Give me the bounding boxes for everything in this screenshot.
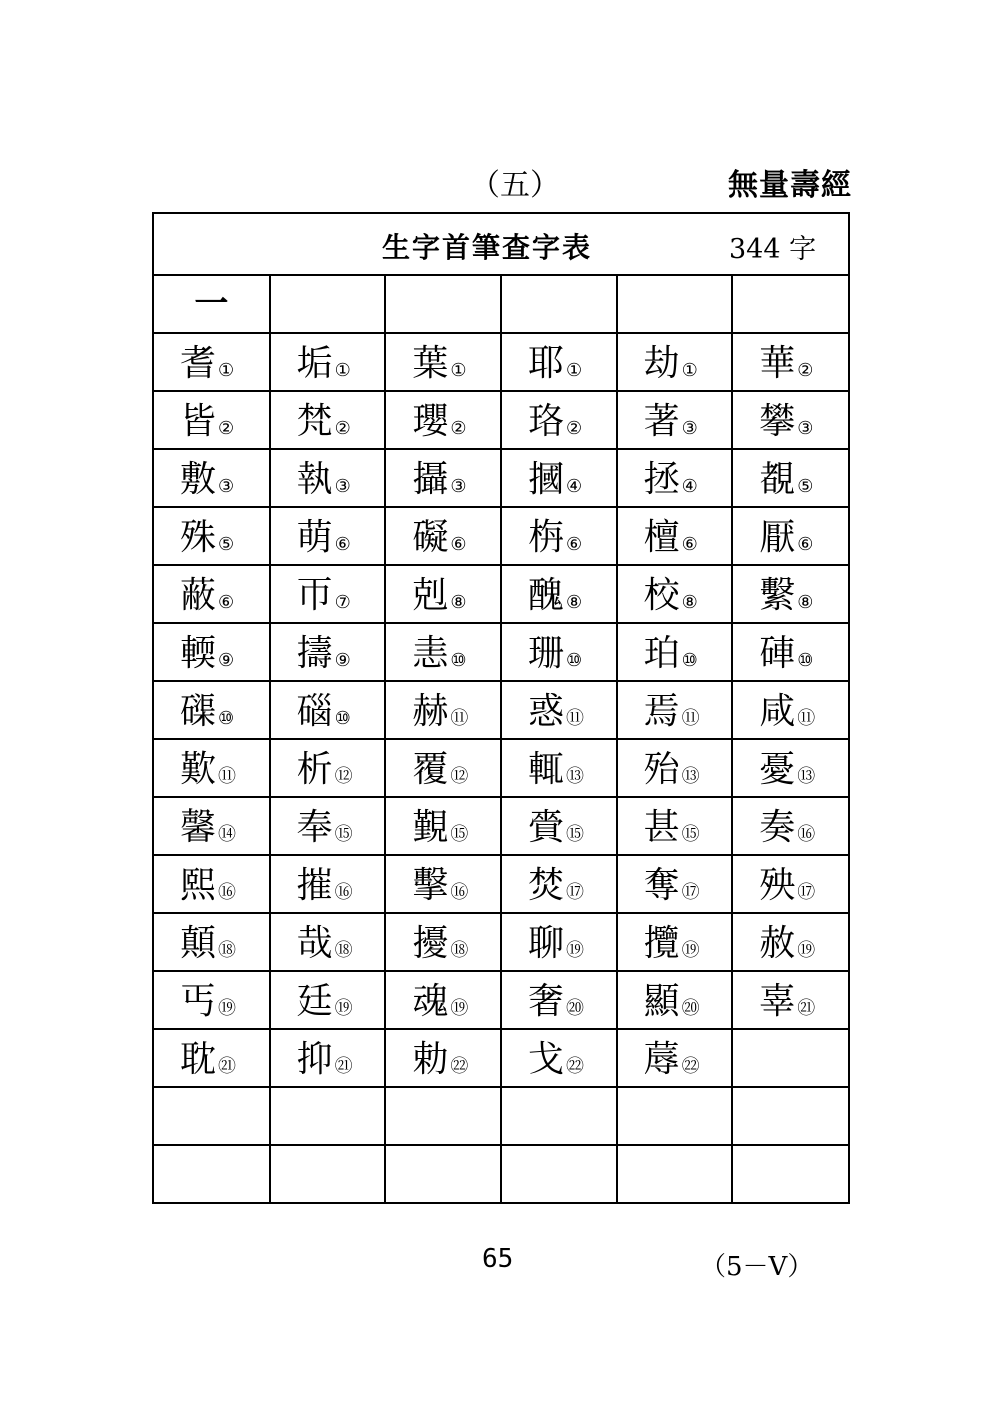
empty-cell [732, 276, 848, 333]
character: 焉 [643, 691, 680, 732]
character: 帀 [296, 575, 333, 616]
character: 垢 [296, 343, 333, 384]
lesson-number: ⑪ [450, 708, 469, 729]
character: 覆 [412, 749, 449, 790]
lesson-number: ⑲ [218, 998, 237, 1019]
character: 耆 [180, 343, 217, 384]
character-row [154, 623, 848, 681]
lesson-number: ㉑ [334, 1056, 353, 1077]
character: 攝 [412, 459, 449, 500]
character-cell [154, 391, 270, 449]
character: 摑 [527, 459, 564, 500]
character-cell [501, 507, 617, 565]
character-row [154, 1029, 848, 1087]
character-cell [501, 1145, 617, 1202]
character: 硨 [759, 633, 796, 674]
character: 輒 [527, 749, 564, 790]
lesson-number: ⑧ [450, 592, 467, 613]
character-cell [617, 333, 733, 391]
character: 華 [759, 343, 796, 384]
character-cell [270, 1029, 386, 1087]
character-cell [154, 333, 270, 391]
character-count: 344 字 [729, 234, 817, 265]
character: 摧 [296, 865, 333, 906]
character-cell [154, 1145, 270, 1202]
character-row [154, 391, 848, 449]
character-cell [154, 739, 270, 797]
character: 著 [643, 401, 680, 442]
lesson-number: ⑩ [797, 650, 814, 671]
lesson-number: ⑬ [797, 766, 816, 787]
character-cell [270, 681, 386, 739]
character-cell [270, 623, 386, 681]
lesson-number: ④ [565, 476, 583, 497]
character-cell [617, 449, 733, 507]
lesson-number: ⑰ [565, 882, 584, 903]
character: 惑 [527, 691, 564, 732]
lesson-number: ⑪ [565, 708, 584, 729]
character-cell [617, 623, 733, 681]
character: 赫 [412, 691, 449, 732]
character-cell [154, 623, 270, 681]
lesson-number: ⑨ [218, 650, 235, 671]
character: 耶 [527, 343, 564, 384]
character-cell [617, 797, 733, 855]
empty-cell [617, 276, 733, 333]
character: 熙 [180, 865, 217, 906]
character-cell [385, 507, 501, 565]
character: 碯 [296, 691, 333, 732]
page-number: 65 [482, 1244, 514, 1274]
character: 覩 [759, 459, 796, 500]
character: 戈 [527, 1039, 564, 1080]
character: 殊 [180, 517, 217, 558]
character-row [154, 333, 848, 391]
character-cell [385, 739, 501, 797]
character-cell [385, 333, 501, 391]
lesson-number: ② [334, 418, 351, 439]
character-cell [270, 971, 386, 1029]
character-cell [617, 565, 733, 623]
character-cell [270, 855, 386, 913]
lesson-number: ⑥ [334, 534, 351, 555]
character: 厭 [759, 517, 796, 558]
character: 勅 [412, 1039, 449, 1080]
lesson-number: ⑩ [681, 650, 698, 671]
character-row [154, 681, 848, 739]
character: 赦 [759, 923, 796, 964]
character: 魂 [412, 981, 449, 1022]
character: 劫 [643, 343, 680, 384]
character-cell [617, 913, 733, 971]
character: 賫 [527, 807, 564, 848]
empty-cell [385, 276, 501, 333]
character: 蔽 [180, 575, 217, 616]
character: 皆 [180, 401, 217, 442]
lesson-number: ⑮ [565, 824, 584, 845]
character-cell [385, 1087, 501, 1145]
character: 耽 [180, 1039, 217, 1080]
character-cell [732, 797, 848, 855]
lesson-number: ㉒ [565, 1056, 584, 1077]
character: 殆 [643, 749, 680, 790]
character: 醜 [527, 575, 564, 616]
character-cell [617, 681, 733, 739]
character-row [154, 797, 848, 855]
table-title-row [154, 214, 848, 276]
character-cell [270, 449, 386, 507]
character: 抑 [296, 1039, 333, 1080]
character-cell [270, 797, 386, 855]
character: 馨 [180, 807, 217, 848]
character-cell [270, 913, 386, 971]
lesson-number: ⑨ [334, 650, 351, 671]
character-row [154, 565, 848, 623]
lesson-number: ⑳ [681, 998, 700, 1019]
lesson-number: ㉑ [797, 998, 816, 1019]
lesson-number: ③ [450, 476, 467, 497]
table-title: 生字首筆查字表 [382, 231, 593, 264]
character: 擊 [412, 865, 449, 906]
lesson-number: ⑤ [218, 534, 235, 555]
lesson-number: ① [334, 360, 351, 381]
lesson-number: ⑫ [450, 766, 469, 787]
character: 焚 [527, 865, 564, 906]
character-cell [501, 739, 617, 797]
lesson-number: ⑪ [218, 766, 237, 787]
character: 瓔 [412, 401, 449, 442]
lesson-number: ⑥ [565, 534, 583, 555]
lesson-number: ③ [681, 418, 698, 439]
character-cell [732, 681, 848, 739]
lesson-number: ⑮ [681, 824, 700, 845]
character-cell [154, 971, 270, 1029]
character-row [154, 1087, 848, 1145]
book-title: 無量壽經 [728, 168, 852, 203]
lesson-number: ⑫ [334, 766, 353, 787]
empty-cell [501, 276, 617, 333]
character-cell [385, 1145, 501, 1202]
character-cell [385, 565, 501, 623]
character-cell [385, 1029, 501, 1087]
character: 奢 [527, 981, 564, 1022]
character-cell [385, 855, 501, 913]
character: 歎 [180, 749, 217, 790]
character-cell [270, 507, 386, 565]
lesson-number: ⑬ [681, 766, 700, 787]
character-cell [732, 1145, 848, 1202]
lesson-number: ㉑ [218, 1056, 237, 1077]
character-cell [732, 971, 848, 1029]
lesson-number: ⑩ [218, 708, 235, 729]
lesson-number: ⑦ [334, 592, 351, 613]
character: 輭 [180, 633, 217, 674]
character-row [154, 739, 848, 797]
lesson-number: ⑤ [797, 476, 814, 497]
lesson-number: ⑬ [565, 766, 584, 787]
character: 剋 [412, 575, 449, 616]
character-cell [270, 1145, 386, 1202]
character: 珀 [643, 633, 680, 674]
character-cell [732, 855, 848, 913]
character-cell [732, 739, 848, 797]
character-cell [617, 1145, 733, 1202]
character-cell [270, 1087, 386, 1145]
character: 珊 [527, 633, 564, 674]
character-cell [154, 449, 270, 507]
character-cell [270, 565, 386, 623]
character-cell [501, 565, 617, 623]
lesson-number: ⑪ [681, 708, 700, 729]
character-cell [732, 623, 848, 681]
character-cell [617, 391, 733, 449]
character-cell [617, 1029, 733, 1087]
lesson-number: ① [218, 360, 235, 381]
lesson-number: ⑭ [218, 824, 237, 845]
lesson-number: ㉒ [681, 1056, 700, 1077]
character: 顯 [643, 981, 680, 1022]
lesson-number: ① [450, 360, 467, 381]
lesson-number: ⑧ [681, 592, 698, 613]
character-cell [154, 913, 270, 971]
character: 析 [296, 749, 333, 790]
lesson-number: ⑥ [450, 534, 467, 555]
lesson-number: ⑱ [334, 940, 353, 961]
lesson-number: ⑱ [450, 940, 469, 961]
lesson-number: ⑯ [334, 882, 353, 903]
character: 甚 [643, 807, 680, 848]
page-code: （5－V） [700, 1252, 814, 1282]
character-cell [385, 623, 501, 681]
character-cell [385, 797, 501, 855]
character: 哉 [296, 923, 333, 964]
stroke-label: 一 [154, 276, 270, 333]
character-cell [501, 855, 617, 913]
lesson-number: ⑥ [797, 534, 814, 555]
character-cell [732, 565, 848, 623]
lesson-number: ⑲ [681, 940, 700, 961]
character-cell [732, 333, 848, 391]
character-grid [154, 276, 848, 1202]
character-cell [501, 333, 617, 391]
character-row [154, 449, 848, 507]
character: 蓐 [643, 1039, 680, 1080]
character: 憂 [759, 749, 796, 790]
character-cell [154, 507, 270, 565]
character-cell [501, 391, 617, 449]
character-cell [617, 739, 733, 797]
character-cell [501, 1087, 617, 1145]
character-cell [385, 913, 501, 971]
character: 奪 [643, 865, 680, 906]
lesson-number: ⑲ [450, 998, 469, 1019]
lesson-number: ⑱ [218, 940, 237, 961]
character: 擾 [412, 923, 449, 964]
character: 敷 [180, 459, 217, 500]
character: 梵 [296, 401, 333, 442]
lesson-number: ③ [334, 476, 351, 497]
character: 拯 [643, 459, 680, 500]
character-cell [385, 449, 501, 507]
character: 攀 [759, 401, 796, 442]
character-row [154, 855, 848, 913]
character: 栴 [527, 517, 564, 558]
empty-cell [270, 276, 386, 333]
character-cell [501, 1029, 617, 1087]
character: 丐 [180, 981, 217, 1022]
character-cell [732, 449, 848, 507]
lesson-number: ⑰ [681, 882, 700, 903]
lesson-number: ⑯ [797, 824, 816, 845]
character-cell [154, 681, 270, 739]
character: 執 [296, 459, 333, 500]
character: 礙 [412, 517, 449, 558]
character-cell [732, 913, 848, 971]
character: 聊 [527, 923, 564, 964]
lesson-number: ⑲ [565, 940, 584, 961]
lesson-number: ② [797, 360, 814, 381]
character: 覲 [412, 807, 449, 848]
character-cell [154, 1087, 270, 1145]
character: 珞 [527, 401, 564, 442]
lesson-number: ⑩ [565, 650, 583, 671]
character-row [154, 1145, 848, 1202]
lesson-number: ⑮ [450, 824, 469, 845]
lesson-number: ⑮ [334, 824, 353, 845]
character: 顛 [180, 923, 217, 964]
lesson-number: ⑩ [450, 650, 467, 671]
character-cell [732, 391, 848, 449]
character-cell [154, 797, 270, 855]
character: 繫 [759, 575, 796, 616]
character-cell [617, 507, 733, 565]
character-cell [501, 913, 617, 971]
lesson-number: ⑰ [797, 882, 816, 903]
lesson-number: ⑥ [681, 534, 698, 555]
character: 辜 [759, 981, 796, 1022]
character-cell [501, 623, 617, 681]
lesson-number: ① [565, 360, 583, 381]
character: 廷 [296, 981, 333, 1022]
lesson-number: ⑯ [218, 882, 237, 903]
character-cell [270, 739, 386, 797]
character: 殃 [759, 865, 796, 906]
character-cell [501, 449, 617, 507]
lesson-number: ⑧ [797, 592, 814, 613]
character-cell [732, 1087, 848, 1145]
character-index-table [152, 212, 850, 1204]
character-cell [501, 971, 617, 1029]
lesson-number: ⑥ [218, 592, 235, 613]
lesson-number: ⑯ [450, 882, 469, 903]
character-cell [732, 1029, 848, 1087]
character: 奏 [759, 807, 796, 848]
lesson-number: ④ [681, 476, 698, 497]
character-row [154, 913, 848, 971]
character-cell [617, 1087, 733, 1145]
character-cell [385, 391, 501, 449]
lesson-number: ⑳ [565, 998, 584, 1019]
character-cell [154, 565, 270, 623]
lesson-number: ② [218, 418, 235, 439]
lesson-number: ③ [797, 418, 814, 439]
character-cell [501, 797, 617, 855]
character-cell [154, 1029, 270, 1087]
character: 恚 [412, 633, 449, 674]
character-cell [385, 971, 501, 1029]
character-cell [617, 855, 733, 913]
character: 校 [643, 575, 680, 616]
character: 咸 [759, 691, 796, 732]
character-cell [154, 855, 270, 913]
lesson-number: ② [450, 418, 467, 439]
character-row [154, 971, 848, 1029]
character: 萌 [296, 517, 333, 558]
character-cell [270, 333, 386, 391]
character-cell [732, 507, 848, 565]
character: 檀 [643, 517, 680, 558]
character-cell [501, 681, 617, 739]
character: 奉 [296, 807, 333, 848]
lesson-number: ③ [218, 476, 235, 497]
lesson-number: ⑲ [797, 940, 816, 961]
character-cell [270, 391, 386, 449]
character: 擣 [296, 633, 333, 674]
lesson-number: ⑩ [334, 708, 351, 729]
character-row [154, 507, 848, 565]
lesson-number: ⑲ [334, 998, 353, 1019]
character: 磲 [180, 691, 217, 732]
lesson-number: ㉒ [450, 1056, 469, 1077]
lesson-number: ② [565, 418, 583, 439]
character: 葉 [412, 343, 449, 384]
lesson-number: ① [681, 360, 698, 381]
lesson-number: ⑧ [565, 592, 583, 613]
character-cell [385, 681, 501, 739]
lesson-number: ⑪ [797, 708, 816, 729]
stroke-header-row [154, 276, 848, 333]
character-cell [617, 971, 733, 1029]
character: 攬 [643, 923, 680, 964]
volume-label: （五） [470, 168, 560, 203]
